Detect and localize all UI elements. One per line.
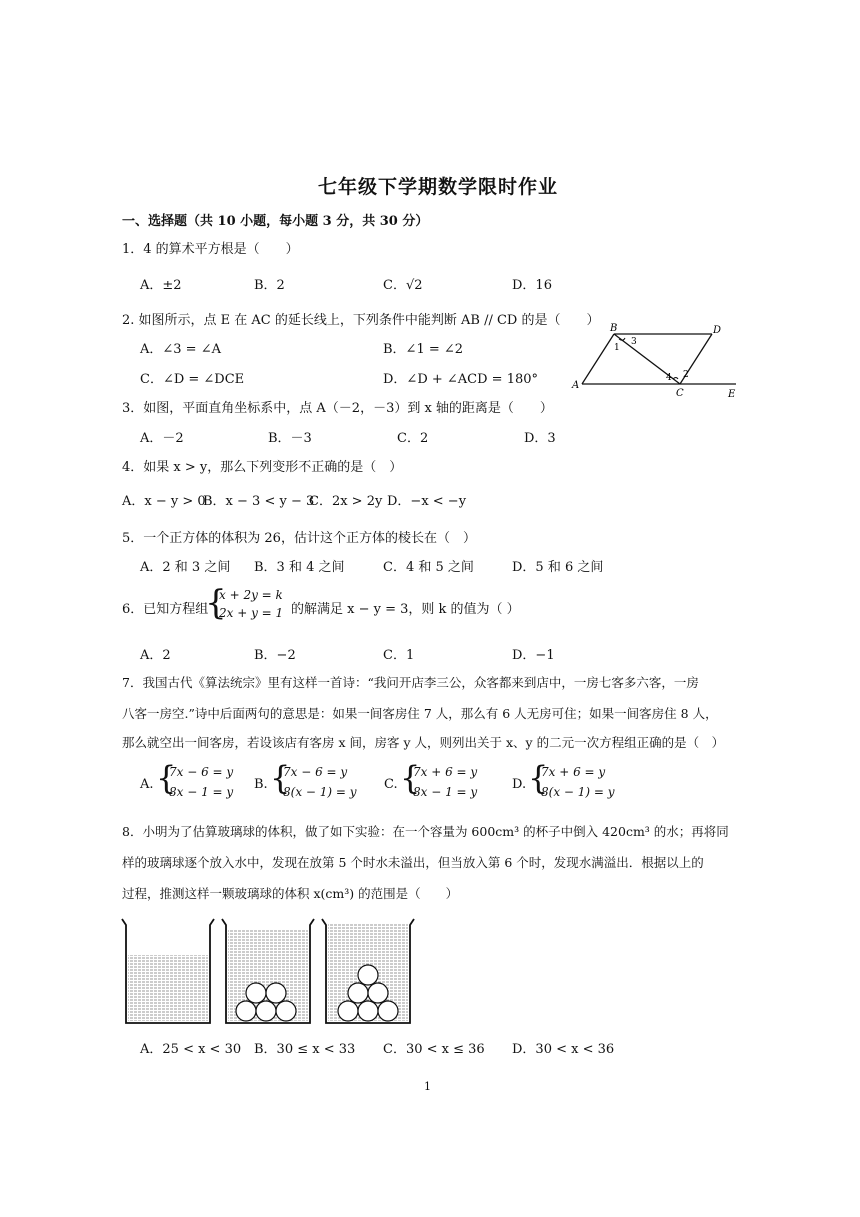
q7-option-b-brace: { [270, 759, 291, 797]
fig-label-b: B [610, 323, 618, 334]
q6-option-a[interactable]: A．2 [140, 648, 171, 663]
q7-option-b-eq2: 8(x − 1) = y [283, 785, 357, 799]
question-6-prefix: 6．已知方程组 [122, 602, 209, 617]
question-8-line-2: 样的玻璃球逐个放入水中，发现在放第 5 个时水未溢出，但当放入第 6 个时，发现水满溢出．根据以上的 [122, 855, 704, 870]
question-8-line-1: 8．小明为了估算玻璃球的体积，做了如下实验：在一个容量为 600cm³ 的杯子中倒入 420cm³ 的水；再将同 [122, 824, 729, 839]
q4-option-c[interactable]: C．2x > 2y [309, 494, 383, 509]
q1-option-a[interactable]: A．±2 [140, 278, 182, 293]
question-3-stem: 3．如图，平面直角坐标系中，点 A（－2，－3）到 x 轴的距离是（ ） [122, 401, 553, 416]
fig-label-d: D [713, 325, 722, 336]
q2-option-c[interactable]: C．∠D = ∠DCE [140, 372, 245, 387]
q6-equation-2: 2x + y = 1 [219, 606, 284, 620]
q6-option-c[interactable]: C．1 [383, 648, 415, 663]
q7-option-a-eq1: 7x − 6 = y [169, 765, 234, 779]
q8-option-a[interactable]: A．25 < x < 30 [140, 1042, 242, 1057]
q8-option-b[interactable]: B．30 ≤ x < 33 [254, 1042, 356, 1057]
q6-equation-1: x + 2y = k [219, 588, 283, 602]
q2-geometry-figure [570, 322, 750, 402]
q7-option-a-eq2: 8x − 1 = y [169, 785, 234, 799]
fig-label-1: 1 [614, 343, 620, 353]
q7-option-d-brace: { [528, 759, 549, 797]
section-heading: 一、选择题（共 10 小题，每小题 3 分，共 30 分） [122, 214, 429, 229]
q1-option-d[interactable]: D．16 [512, 278, 552, 293]
q4-option-a[interactable]: A．x − y > 0 [122, 494, 206, 509]
beaker-2 [222, 919, 314, 1023]
fig-label-a: A [572, 380, 580, 391]
q4-option-b[interactable]: B．x − 3 < y − 3 [203, 494, 315, 509]
q6-brace: { [205, 583, 227, 623]
beaker-3 [322, 919, 414, 1023]
q8-option-c[interactable]: C．30 < x ≤ 36 [383, 1042, 485, 1057]
q3-option-b[interactable]: B．－3 [268, 431, 312, 446]
question-5-stem: 5．一个正方体的体积为 26，估计这个正方体的棱长在（ ） [122, 531, 476, 546]
question-8-line-3: 过程，推测这样一颗玻璃球的体积 x(cm³) 的范围是（ ） [122, 886, 459, 901]
beaker-1 [122, 919, 214, 1023]
q2-option-b[interactable]: B．∠1 = ∠2 [383, 342, 464, 357]
q6-option-b[interactable]: B．−2 [254, 648, 296, 663]
question-2-stem: 2. 如图所示，点 E 在 AC 的延长线上，下列条件中能判断 AB // CD 的是（ ） [122, 313, 600, 328]
q5-option-a[interactable]: A．2 和 3 之间 [140, 560, 231, 575]
q7-option-a-brace: { [156, 759, 177, 797]
q7-option-b-eq1: 7x − 6 = y [283, 765, 348, 779]
q7-option-c-eq1: 7x + 6 = y [413, 765, 478, 779]
question-7-line-2: 八客一房空.”诗中后面两句的意思是：如果一间客房住 7 人，那么有 6 人无房可住；如果一间客房住 8 人， [122, 706, 718, 721]
q2-option-d[interactable]: D．∠D + ∠ACD = 180° [383, 372, 539, 387]
question-7-line-1: 7．我国古代《算法统宗》里有这样一首诗：“我问开店李三公，众客都来到店中，一房七客多六客，一房 [122, 675, 699, 690]
q2-option-a[interactable]: A．∠3 = ∠A [140, 342, 221, 357]
q4-option-d[interactable]: D．−x < −y [387, 494, 467, 509]
fig-label-3: 3 [631, 337, 637, 347]
q7-option-d-label[interactable]: D. [512, 777, 527, 792]
q7-option-b-label[interactable]: B. [254, 777, 268, 792]
q8-beakers-figure [118, 915, 418, 1030]
q1-option-c[interactable]: C．√2 [383, 278, 423, 293]
page-title: 七年级下学期数学限时作业 [318, 176, 559, 198]
q3-option-d[interactable]: D．3 [524, 431, 556, 446]
q6-option-d[interactable]: D．−1 [512, 648, 555, 663]
q1-option-b[interactable]: B．2 [254, 278, 285, 293]
fig-label-4: 4 [666, 373, 672, 383]
line-ab [582, 334, 614, 384]
fig-label-e: E [728, 389, 736, 400]
fig-label-c: C [676, 388, 684, 399]
q3-option-a[interactable]: A．－2 [140, 431, 184, 446]
q5-option-b[interactable]: B．3 和 4 之间 [254, 560, 345, 575]
question-1-stem: 1．4 的算术平方根是（ ） [122, 242, 299, 257]
q7-option-d-eq1: 7x + 6 = y [541, 765, 606, 779]
q5-option-c[interactable]: C．4 和 5 之间 [383, 560, 474, 575]
page-number: 1 [424, 1080, 431, 1093]
q7-option-d-eq2: 8(x − 1) = y [541, 785, 615, 799]
q5-option-d[interactable]: D．5 和 6 之间 [512, 560, 604, 575]
question-4-stem: 4．如果 x > y，那么下列变形不正确的是（ ） [122, 460, 403, 475]
fig-label-2: 2 [683, 370, 689, 380]
q8-option-d[interactable]: D．30 < x < 36 [512, 1042, 615, 1057]
q3-option-c[interactable]: C．2 [397, 431, 429, 446]
q7-option-c-eq2: 8x − 1 = y [413, 785, 478, 799]
question-7-line-3: 那么就空出一间客房，若设该店有客房 x 间，房客 y 人，则列出关于 x、y 的二元一次方程组正确的是（ ） [122, 735, 725, 750]
q7-option-a-label[interactable]: A. [140, 777, 154, 792]
question-6-suffix: 的解满足 x − y = 3，则 k 的值为（ ） [291, 602, 520, 617]
q7-option-c-label[interactable]: C. [384, 777, 398, 792]
q7-option-c-brace: { [400, 759, 421, 797]
